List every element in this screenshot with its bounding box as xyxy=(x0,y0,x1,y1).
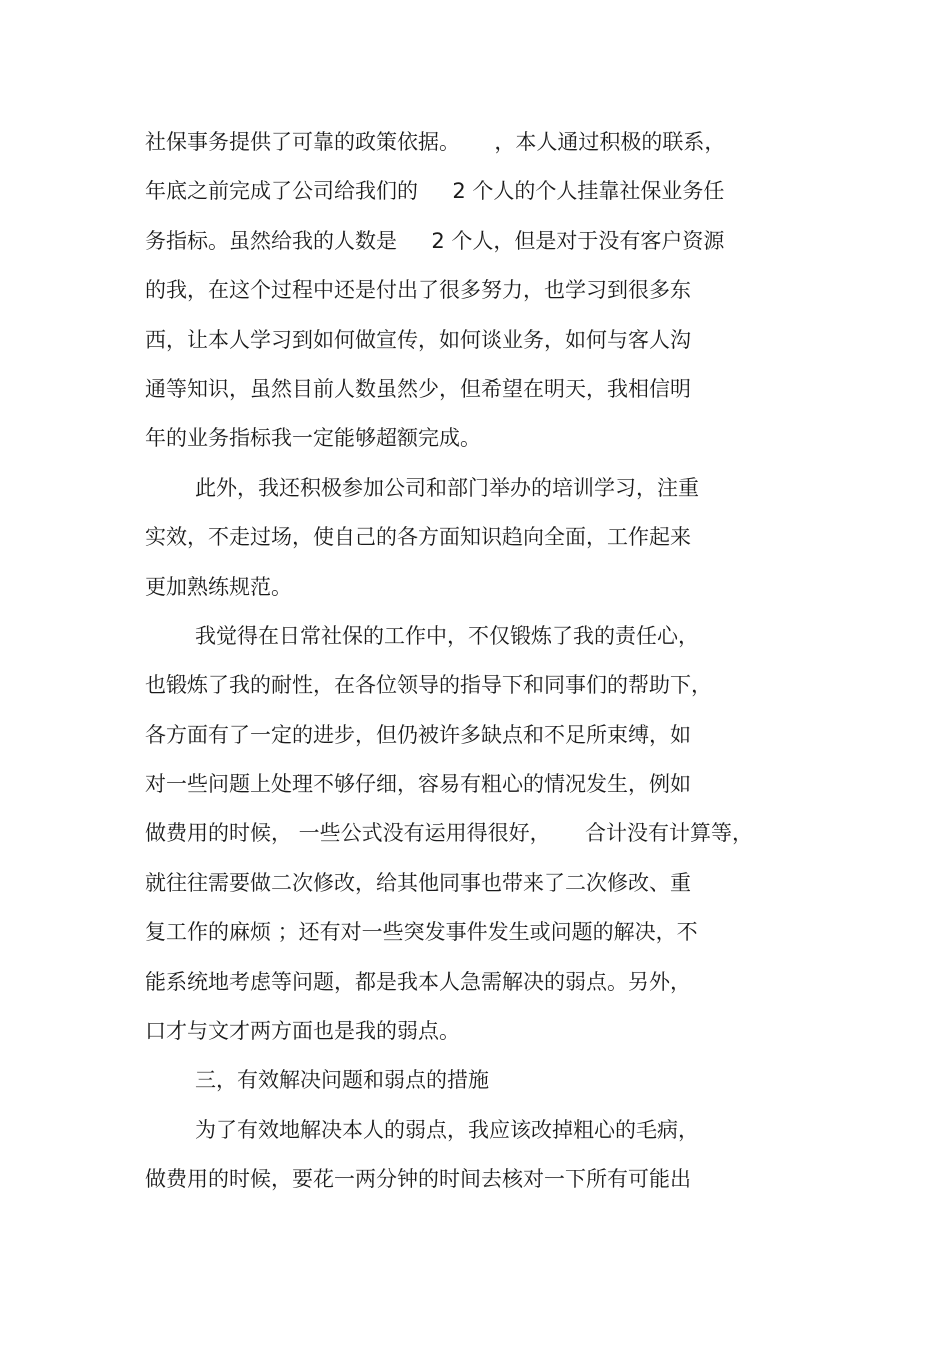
text-line: 更加熟练规范。 xyxy=(145,574,292,599)
text-line: 做费用的时候， 一些公式没有运用得很好， 合计没有计算等， xyxy=(145,821,754,846)
text-line: 务指标。虽然给我的人数是 2 个人，但是对于没有客户资源 xyxy=(145,228,725,253)
text-line: 社保事务提供了可靠的政策依据。 ，本人通过积极的联系， xyxy=(145,130,726,154)
text-line: 能系统地考虑等问题，都是我本人急需解决的弱点。另外， xyxy=(145,969,691,994)
text-line: 口才与文才两方面也是我的弱点。 xyxy=(145,1019,460,1044)
text-line: 年底之前完成了公司给我们的 2 个人的个人挂靠社保业务任 xyxy=(145,179,725,204)
text-line: 做费用的时候，要花一两分钟的时间去核对一下所有可能出 xyxy=(145,1167,691,1192)
paragraph-start-line: 为了有效地解决本人的弱点，我应该改掉粗心的毛病， xyxy=(195,1117,699,1142)
text-line: 复工作的麻烦 ；还有对一些突发事件发生或问题的解决，不 xyxy=(145,920,698,945)
text-line: 就往往需要做二次修改，给其他同事也带来了二次修改、重 xyxy=(145,870,691,895)
paragraph-start-line: 我觉得在日常社保的工作中，不仅锻炼了我的责任心， xyxy=(195,623,699,648)
text-line: 对一些问题上处理不够仔细，容易有粗心的情况发生，例如 xyxy=(145,772,691,797)
text-line: 实效，不走过场，使自己的各方面知识趋向全面，工作起来 xyxy=(145,525,691,550)
text-line: 西，让本人学习到如何做宣传，如何谈业务，如何与客人沟 xyxy=(145,327,691,352)
text-line: 的我，在这个过程中还是付出了很多努力，也学习到很多东 xyxy=(145,278,691,303)
text-line: 年的业务指标我一定能够超额完成。 xyxy=(145,426,481,451)
section-heading: 三，有效解决问题和弱点的措施 xyxy=(195,1068,489,1093)
document-body xyxy=(145,122,805,1209)
text-line: 各方面有了一定的进步，但仍被许多缺点和不足所束缚，如 xyxy=(145,722,691,747)
text-line: 通等知识，虽然目前人数虽然少，但希望在明天，我相信明 xyxy=(145,376,691,401)
paragraph-start-line: 此外，我还积极参加公司和部门举办的培训学习，注重 xyxy=(195,475,699,500)
text-line: 也锻炼了我的耐性，在各位领导的指导下和同事们的帮助下， xyxy=(145,673,712,698)
